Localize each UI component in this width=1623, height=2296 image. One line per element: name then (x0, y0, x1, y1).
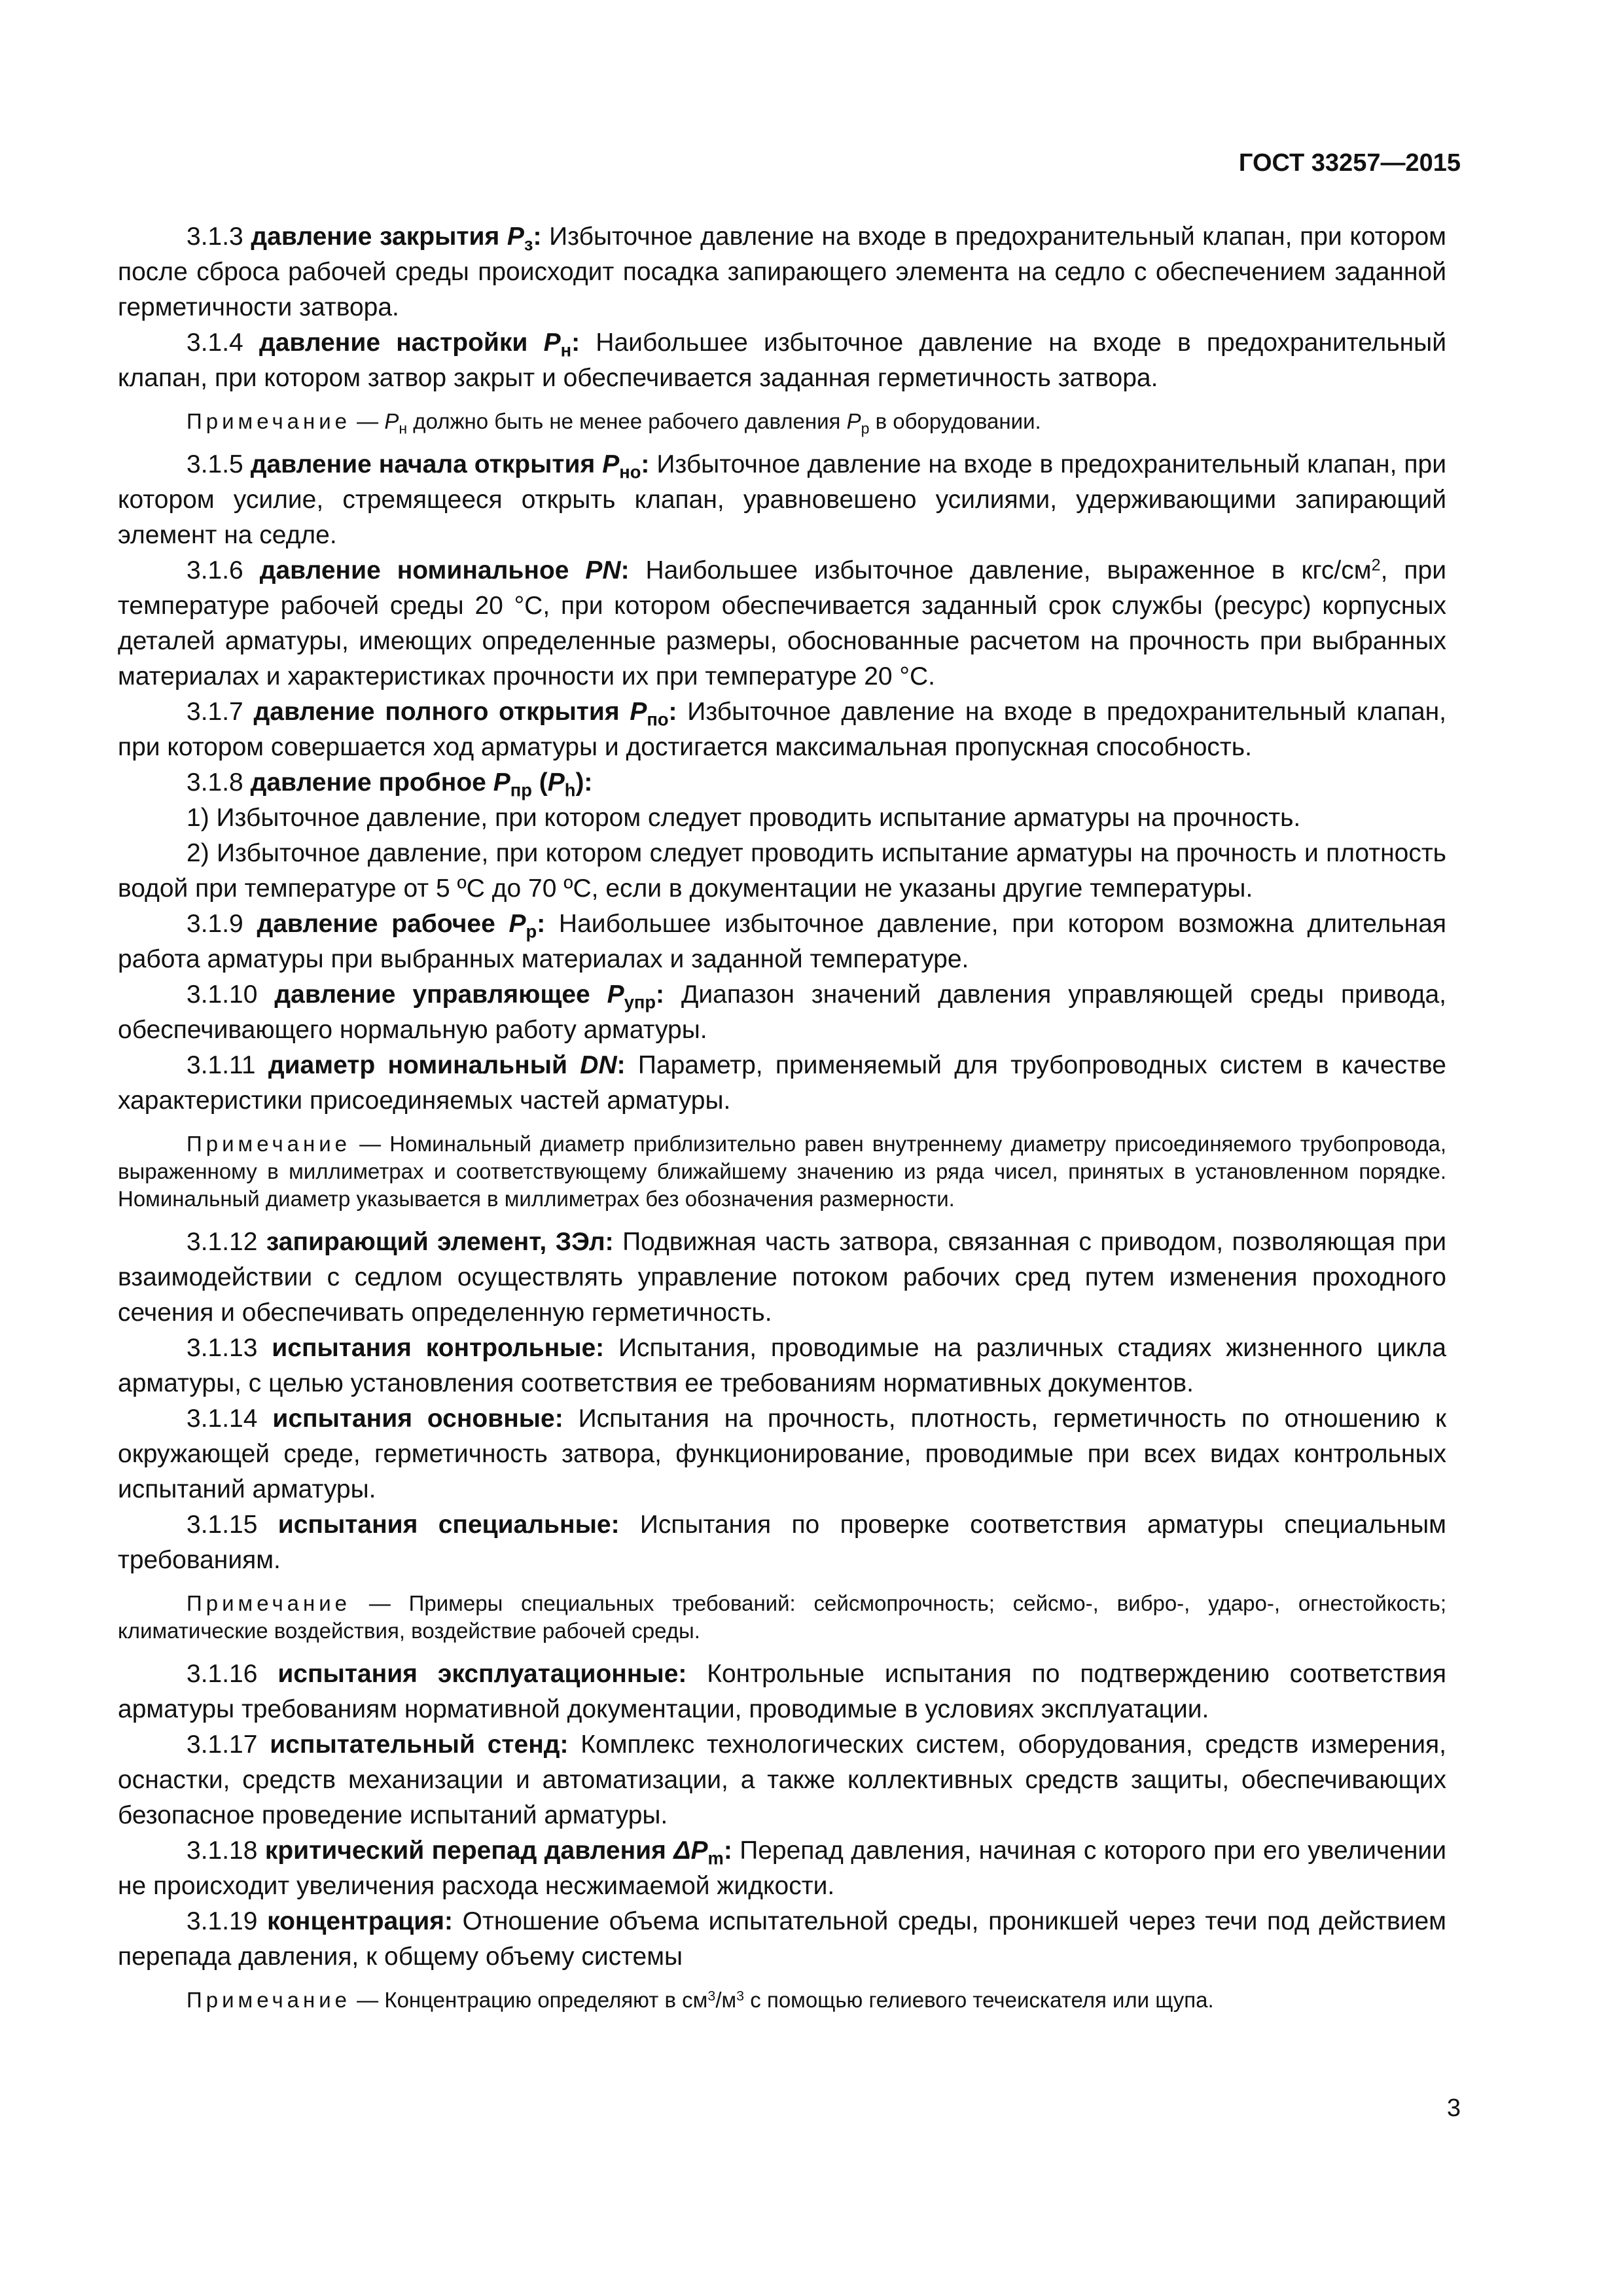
symbol-subscript: р (861, 420, 870, 437)
term-name: давление настройки (259, 329, 528, 357)
clause-number: 3.1.14 (187, 1405, 258, 1433)
definition: Параметр, применяемый для трубопроводных систем в качестве характеристики присоединяемых частей арматуры. (118, 1051, 1446, 1115)
note-text: — Примеры специальных требований: сейсмопрочность; сейсмо-, вибро-, ударо-, огнестойкость; климатические воздействия, воздействие рабочей среды. (118, 1591, 1446, 1643)
term: испытания эксплуатационные: (277, 1660, 687, 1688)
paren: ): (575, 768, 593, 797)
clause-3-1-8 (118, 765, 1446, 800)
clause-number: 3.1.15 (187, 1511, 258, 1539)
term (264, 1837, 732, 1869)
note-1 (118, 408, 1446, 435)
definition: Наибольшее избыточное давление, при котором возможна длительная работа арматуры при выбранных материалах и заданной температуре. (118, 910, 1447, 973)
clause-3-1-11 (118, 1048, 1446, 1119)
definition: Контрольные испытания по подтверждению соответствия арматуры требованиям нормативной документации, проводимые в условиях эксплуатации. (118, 1660, 1447, 1723)
clause-number: 3.1.18 (187, 1837, 258, 1865)
term-name: давление полного открытия (253, 698, 620, 726)
term: испытания контрольные: (272, 1334, 605, 1362)
clause-number: 3.1.6 (187, 556, 243, 584)
definition: Избыточное давление на входе в предохранительный клапан, при котором совершается ход арматуры и достигается максимальная пропускная способность. (118, 698, 1447, 761)
symbol: P (547, 768, 565, 797)
symbol: PN (585, 556, 621, 584)
term-name: давление начала открытия (250, 450, 596, 478)
clause-number: 3.1.13 (187, 1334, 258, 1362)
definition: Испытания на прочность, плотность, герметичность по отношению к окружающей среде, герметичность затвора, функционирование, проводимые при всех видах контрольных испытаний арматуры. (118, 1405, 1447, 1503)
term (257, 910, 546, 942)
note-text: /м (715, 1988, 737, 2012)
clause-3-1-15 (118, 1507, 1446, 1578)
note-text: — Номинальный диаметр приблизительно равен внутреннему диаметру присоединяемого трубопровода, выраженному в миллиметрах и соответствующему ближайшему значению из ряда чисел, принятых в установленном порядке. Номинальный диаметр указывается в миллиметрах без обозначения размерности. (118, 1132, 1446, 1211)
term-colon: : (620, 556, 630, 584)
clause-number: 3.1.4 (187, 329, 243, 357)
clause-3-1-4 (118, 325, 1446, 396)
symbol-subscript: m (707, 1848, 724, 1869)
term (250, 768, 593, 800)
definition: Отношение объема испытательной среды, проникшей через течи под действием перепада давления, к общему объему системы (118, 1907, 1446, 1971)
symbol: P (543, 329, 561, 357)
clause-3-1-7 (118, 694, 1446, 765)
term-name: давление закрытия (251, 223, 500, 251)
term-colon: : (616, 1051, 626, 1079)
term-colon: : (723, 1837, 732, 1865)
symbol-subscript: пр (510, 780, 532, 800)
clause-3-1-3 (118, 219, 1446, 325)
clause-3-1-18 (118, 1833, 1446, 1904)
clause-3-1-17 (118, 1727, 1446, 1833)
term (268, 1051, 626, 1079)
term (253, 698, 677, 730)
symbol-subscript: н (560, 340, 572, 361)
term (274, 980, 665, 1013)
term-name: давление пробное (250, 768, 486, 797)
clause-3-1-9 (118, 906, 1446, 977)
term-name: диаметр номинальный (268, 1051, 567, 1079)
note-3 (118, 1590, 1446, 1645)
term-name: давление управляющее (274, 980, 590, 1009)
clause-number: 3.1.11 (187, 1051, 256, 1079)
symbol-subscript: р (526, 921, 537, 942)
clause-3-1-8-item-2: 2) Избыточное давление, при котором следует проводить испытание арматуры на прочность и плотность водой при температуре от 5 ºС до 70 ºС, если в документации не указаны другие температуры. (118, 839, 1446, 903)
clause-3-1-19 (118, 1904, 1446, 1975)
clause-number: 3.1.9 (187, 910, 243, 938)
symbol: P (384, 409, 399, 433)
clause-3-1-8-item-1: 1) Избыточное давление, при котором следует проводить испытание арматуры на прочность. (187, 804, 1301, 832)
term: испытательный стенд: (270, 1731, 569, 1759)
term (251, 223, 542, 255)
term-name: давление рабочее (257, 910, 495, 938)
note-dash: — (351, 409, 385, 433)
note-text: должно быть не менее рабочего давления (407, 409, 847, 433)
document-body (118, 219, 1446, 2026)
page-number: 3 (1446, 2094, 1461, 2122)
definition-cont: , при температуре рабочей среды 20 °С, при котором обеспечивается заданный срок службы (ресурс) корпусных деталей арматуры, имеющих определенные размеры, обоснованные расчетом на прочность при выбранных материалах и характеристиках прочности их при температуре 20 °С. (118, 556, 1446, 691)
symbol: P (507, 223, 524, 251)
term: концентрация: (267, 1907, 453, 1935)
note-text: — Концентрацию определяют в см (351, 1988, 708, 2012)
note-2 (118, 1130, 1446, 1213)
symbol: P (493, 768, 510, 797)
term-colon: : (656, 980, 665, 1009)
term: испытания основные: (272, 1405, 563, 1433)
clause-3-1-5 (118, 447, 1446, 553)
clause-number: 3.1.8 (187, 768, 243, 797)
term-colon: : (571, 329, 580, 357)
term-name: критический перепад давления (264, 1837, 666, 1865)
symbol: P (508, 910, 526, 938)
symbol: P (846, 409, 861, 433)
symbol: P (602, 450, 620, 478)
definition: Наибольшее избыточное давление, выраженное в кгс/см (629, 556, 1372, 584)
clause-3-1-6 (118, 553, 1446, 694)
symbol: P (630, 698, 647, 726)
definition: Избыточное давление на входе в предохранительный клапан, при котором усилие, стремящееся открыть клапан, уравновешено усилиями, удерживающими запирающий элемент на седле. (118, 450, 1446, 549)
document-header: ГОСТ 33257—2015 (1238, 149, 1461, 177)
symbol: DN (580, 1051, 617, 1079)
note-label: Примечание (187, 409, 351, 433)
definition: Перепад давления, начиная с которого при его увеличении не происходит увеличения расхода несжимаемой жидкости. (118, 1837, 1447, 1900)
clause-3-1-13 (118, 1331, 1446, 1401)
note-text: с помощью гелиевого течеискателя или щупа. (744, 1988, 1214, 2012)
superscript: 3 (707, 1988, 716, 2004)
term: испытания специальные: (277, 1511, 620, 1539)
definition: Комплекс технологических систем, оборудования, средств измерения, оснастки, средств механизации и автоматизации, а также коллективных средств защиты, обеспечивающих безопасное проведение испытаний арматуры. (118, 1731, 1446, 1829)
clause-number: 3.1.7 (187, 698, 243, 726)
definition: Испытания по проверке соответствия арматуры специальным требованиям. (118, 1511, 1446, 1574)
term (260, 556, 630, 584)
term-colon: : (533, 223, 542, 251)
note-text: в оборудовании. (869, 409, 1041, 433)
definition: Подвижная часть затвора, связанная с приводом, позволяющая при взаимодействии с седлом осуществлять управление потоком рабочих сред путем изменения проходного сечения и обеспечивать определенную герметичность. (118, 1228, 1446, 1327)
paren: ( (531, 768, 548, 797)
term-name: давление номинальное (259, 556, 569, 584)
definition: Диапазон значений давления управляющей среды привода, обеспечивающего нормальную работу арматуры. (118, 980, 1446, 1044)
clause-3-1-12 (118, 1225, 1446, 1331)
clause-number: 3.1.5 (187, 450, 243, 478)
term-colon: : (668, 698, 677, 726)
note-4 (118, 1986, 1446, 2014)
term-colon: : (641, 450, 650, 478)
note-label: Примечание (187, 1591, 351, 1615)
clause-3-1-16 (118, 1657, 1446, 1727)
symbol-subscript: h (564, 780, 576, 800)
term: запирающий элемент, ЗЭл: (266, 1228, 614, 1256)
term-colon: : (537, 910, 546, 938)
symbol-subscript: з (524, 234, 533, 255)
clause-number: 3.1.3 (187, 223, 243, 251)
note-label: Примечание (187, 1988, 351, 2012)
clause-number: 3.1.16 (187, 1660, 258, 1688)
definition: Наибольшее избыточное давление на входе в предохранительный клапан, при котором затвор закрыт и обеспечивается заданная герметичность затвора. (118, 329, 1446, 392)
superscript: 3 (736, 1988, 745, 2004)
clause-number: 3.1.17 (187, 1731, 258, 1759)
clause-number: 3.1.10 (187, 980, 258, 1009)
definition: Избыточное давление на входе в предохранительный клапан, при котором после сброса рабочей среды происходит посадка запирающего элемента на седло с обеспечением заданной герметичности затвора. (118, 223, 1446, 321)
clause-number: 3.1.12 (187, 1228, 258, 1256)
symbol: ΔP (673, 1837, 708, 1865)
note-label: Примечание (187, 1132, 351, 1156)
symbol: P (607, 980, 624, 1009)
superscript: 2 (1371, 556, 1381, 575)
symbol-subscript: упр (624, 992, 656, 1013)
term (259, 329, 580, 361)
symbol-subscript: н (399, 420, 408, 437)
clause-number: 3.1.19 (187, 1907, 258, 1935)
definition: Испытания, проводимые на различных стадиях жизненного цикла арматуры, с целью установления соответствия ее требованиям нормативных документов. (118, 1334, 1446, 1397)
term (250, 450, 650, 482)
clause-3-1-10 (118, 977, 1446, 1048)
symbol-subscript: но (619, 461, 641, 482)
symbol-subscript: по (647, 709, 669, 730)
clause-3-1-14 (118, 1401, 1446, 1507)
